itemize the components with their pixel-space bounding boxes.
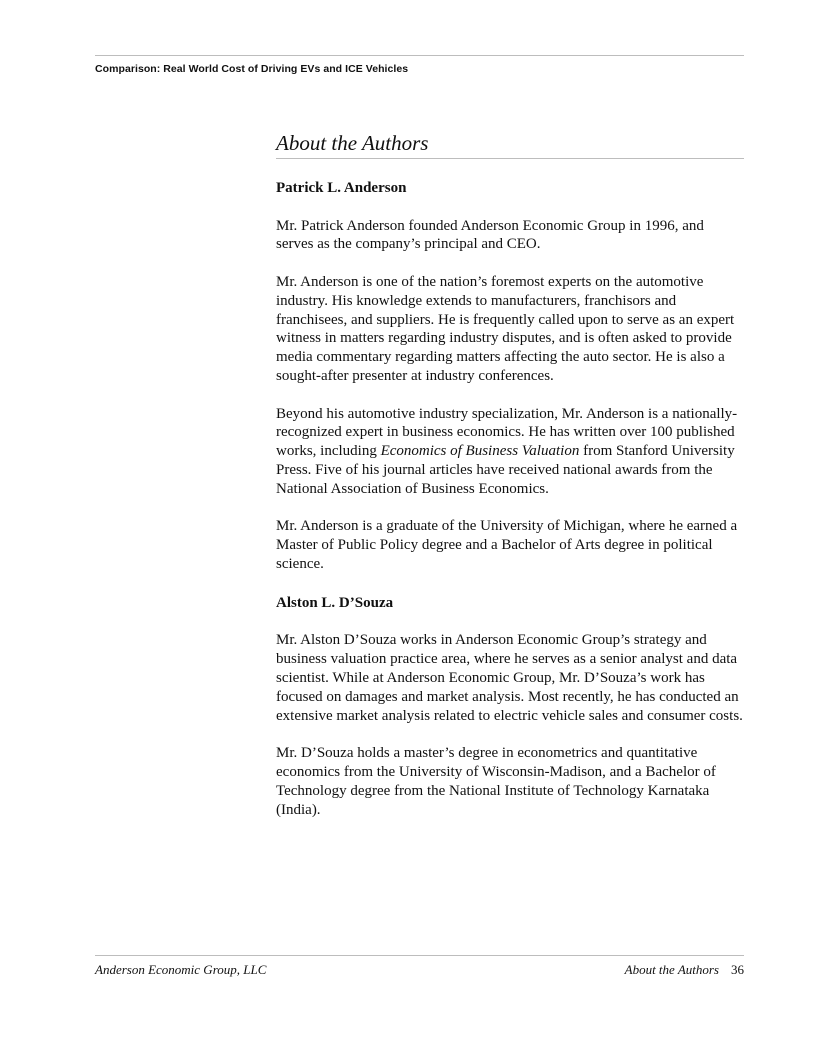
author-bio-paragraph: Mr. Anderson is a graduate of the University of Michigan, where he earned a Master of Public Policy degree and a Bachelor of Arts degree in political science. xyxy=(276,518,738,572)
author-name: Patrick L. Anderson xyxy=(276,180,407,196)
running-header: Comparison: Real World Cost of Driving EVs and ICE Vehicles xyxy=(95,63,409,75)
book-title: Economics of Business Valuation xyxy=(380,443,580,460)
author-block-dsouza xyxy=(276,594,744,820)
paragraph-text: Beyond his automotive industry specialization, Mr. Anderson is a nationally-recognized expert in business economics. He has written over 100 published works, including xyxy=(276,405,738,460)
author-bio-paragraph: Mr. Anderson is one of the nation’s foremost experts on the automotive industry. His knowledge extends to manufacturers, franchisors and franchisees, and suppliers. He is frequently called upon to serve as an expert witness in matters regarding industry disputes, and is often asked to provide media commentary regarding matters affecting the auto sector. He is also a sought-after presenter at industry conferences. xyxy=(276,273,735,384)
author-bio-paragraph: Mr. D’Souza holds a master’s degree in econometrics and quantitative economics from the University of Wisconsin-Madison, and a Bachelor of Technology degree from the National Institute of Technology Karnataka (India). xyxy=(276,745,716,818)
section-title: About the Authors xyxy=(276,130,744,159)
footer-page-info xyxy=(625,962,744,978)
paragraph-text: from Stanford University Press. Five of his journal articles have received national awards from the National Association of Business Economics. xyxy=(276,443,735,497)
main-content xyxy=(276,130,744,819)
footer-company: Anderson Economic Group, LLC xyxy=(95,962,267,977)
page-number: 36 xyxy=(731,962,744,977)
author-bio-paragraph xyxy=(276,405,744,499)
footer-section: About the Authors xyxy=(624,962,719,977)
author-name: Alston L. D’Souza xyxy=(276,594,394,611)
footer-rule xyxy=(95,955,744,956)
author-bio-paragraph: Mr. Alston D’Souza works in Anderson Economic Group’s strategy and business valuation practice area, where he serves as a senior analyst and data scientist. While at Anderson Economic Group, Mr. D’Souza’s work has focused on damages and market analysis. Most recently, he has conducted an extensive market analysis related to electric vehicle sales and consumer costs. xyxy=(276,632,743,724)
header-rule xyxy=(95,55,744,56)
author-block-anderson xyxy=(276,179,744,574)
author-bio-paragraph: Mr. Patrick Anderson founded Anderson Economic Group in 1996, and serves as the company’s principal and CEO. xyxy=(276,217,704,253)
